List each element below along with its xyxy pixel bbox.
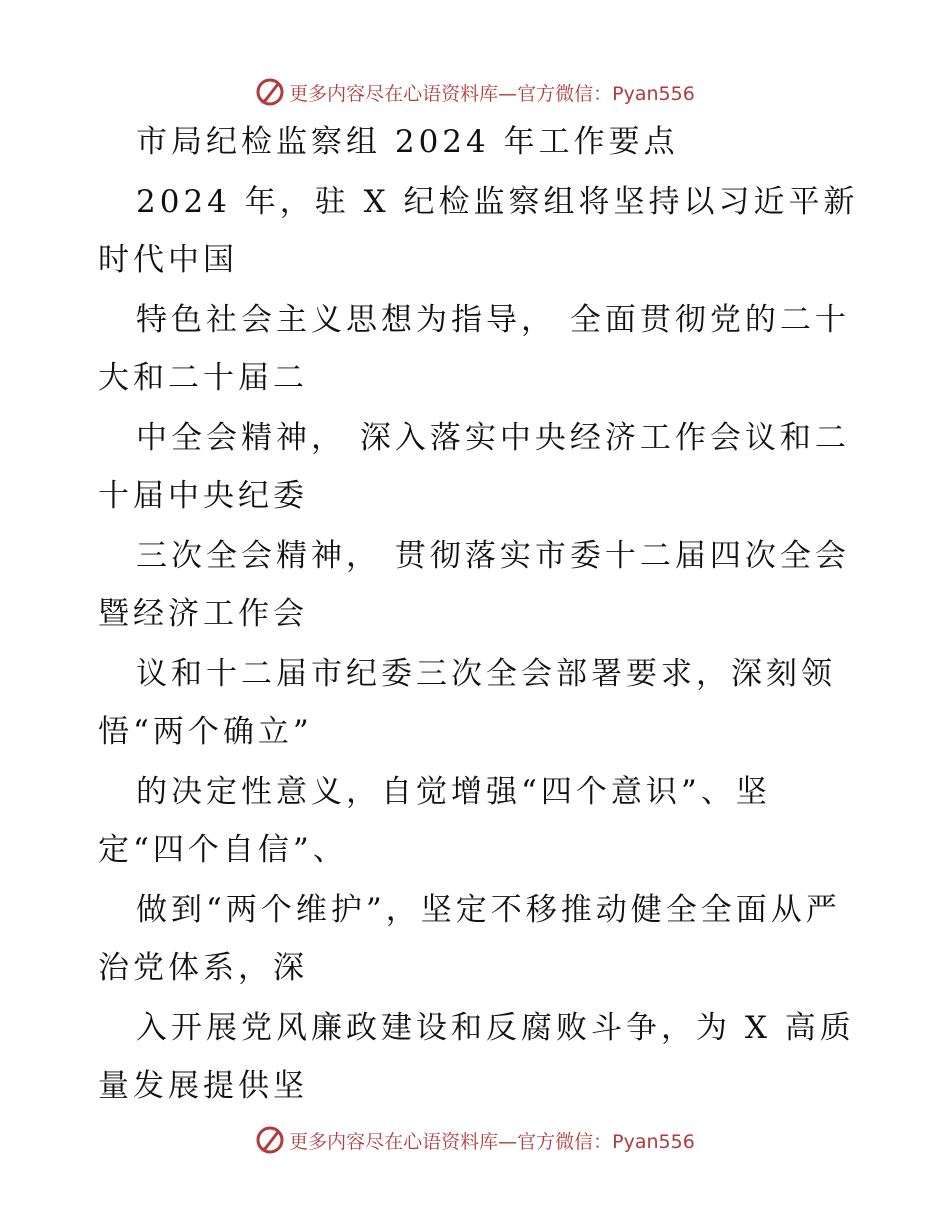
paragraph-line: 十届中央纪委 xyxy=(98,478,308,514)
paragraph-line: 三次全会精神， 贯彻落实市委十二届四次全会 xyxy=(136,538,850,574)
quill-logo-icon xyxy=(255,1125,285,1155)
paragraph-line: 特色社会主义思想为指导， 全面贯彻党的二十 xyxy=(136,302,850,338)
paragraph-line: 中全会精神， 深入落实中央经济工作会议和二 xyxy=(136,420,850,456)
paragraph-line: 做到“两个维护”，坚定不移推动健全全面从严 xyxy=(136,892,841,928)
footer-banner-wechat: 官方微信：Pyan556 xyxy=(517,1130,695,1153)
paragraph-line: 大和二十届二 xyxy=(98,360,308,396)
header-banner xyxy=(0,72,950,112)
paragraph-line: 议和十二届市纪委三次全会部署要求，深刻领 xyxy=(136,656,836,692)
paragraph-line: 入开展党风廉政建设和反腐败斗争，为 X 高质 xyxy=(136,1010,855,1046)
footer-banner-separator: — xyxy=(498,1130,518,1153)
header-banner-wechat: 官方微信：Pyan556 xyxy=(517,82,695,105)
paragraph-line: 量发展提供坚 xyxy=(98,1068,308,1104)
paragraph-line: 时代中国 xyxy=(98,242,238,278)
paragraph-line: 的决定性意义，自觉增强“四个意识”、坚 xyxy=(136,774,771,810)
header-banner-separator: — xyxy=(498,82,518,105)
footer-banner-text xyxy=(289,1127,695,1154)
footer-banner-main: 更多内容尽在心语资料库 xyxy=(289,1130,499,1153)
header-banner-main: 更多内容尽在心语资料库 xyxy=(289,82,499,105)
paragraph-line: 治党体系，深 xyxy=(98,950,308,986)
document-title: 市局纪检监察组 2024 年工作要点 xyxy=(136,124,679,160)
footer-banner xyxy=(0,1120,950,1160)
header-banner-text xyxy=(289,79,695,106)
quill-logo-icon xyxy=(255,77,285,107)
paragraph-line: 2024 年，驻 X 纪检监察组将坚持以习近平新 xyxy=(136,184,859,220)
paragraph-line: 定“四个自信”、 xyxy=(98,832,348,868)
paragraph-line: 暨经济工作会 xyxy=(98,596,308,632)
paragraph-line: 悟“两个确立” xyxy=(98,714,313,750)
